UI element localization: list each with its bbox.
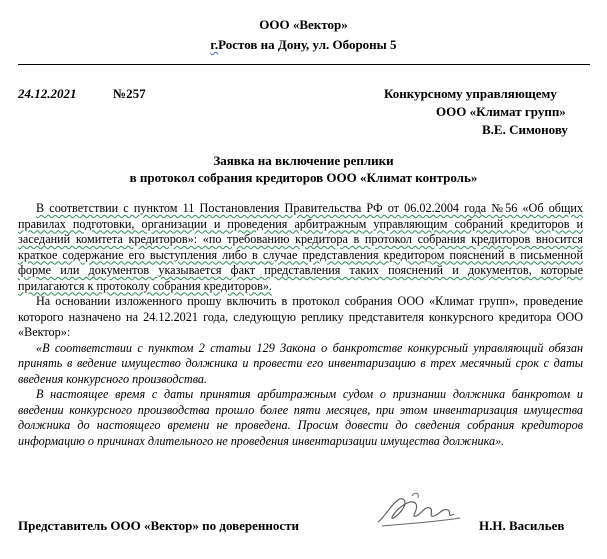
- signature-image: [372, 488, 464, 532]
- address-rest: Ростов на Дону, ул. Обороны 5: [218, 37, 397, 52]
- addressee-company: ООО «Климат групп»: [436, 104, 566, 119]
- header-divider: [18, 64, 590, 65]
- paragraph-request: На основании изложенного прошу включить в протокол собрания ООО «Климат групп», проведение которого назначено на 24.12.2021 года, следующую реплику представителя конкурсного кредитора ООО «Вектор»:: [18, 294, 583, 339]
- signer-name: Н.Н. Васильев: [479, 518, 565, 533]
- company-address: [0, 37, 607, 52]
- document-body: [18, 201, 583, 449]
- document-date: 24.12.2021: [18, 86, 77, 101]
- address-prefix: г.: [210, 37, 219, 52]
- signer-label: Представитель ООО «Вектор» по доверенности: [18, 518, 300, 533]
- company-name: ООО «Вектор»: [259, 17, 348, 32]
- paragraph-quote-1: «В соответствии с пунктом 2 статьи 129 Закона о банкротстве конкурсный управляющий обязан принять в ведение имущество должника и провести его инвентаризацию в трех месячный срок с даты введения конкурсного производства.: [18, 340, 583, 386]
- addressee-name: В.Е. Симонову: [482, 122, 568, 137]
- document-title-line1: Заявка на включение реплики: [213, 153, 394, 168]
- paragraph-legal-basis: В соответствии с пунктом 11 Постановления Правительства РФ от 06.02.2004 года №56 «Об общих правилах подготовки, организации и проведения арбитражным управляющим собраний кредиторов и заседаний комитета кредиторов»: «по требованию кредитора в протокол собрания кредиторов вносится краткое содержание его выступления либо в случае представления кредитором пояснений в письменной форме или документов указывается факт представления таких пояснений и документов, которые прилагаются к протоколу собрания кредиторов».: [18, 201, 583, 293]
- addressee-title: Конкурсному управляющему: [384, 86, 557, 101]
- paragraph-quote-2: В настоящее время с даты принятия арбитражным судом о признании должника банкротом и введении конкурсного производства прошло более пяти месяцев, при этом инвентаризация имущества должника до настоящего времени не проведена. Просим довести до сведения собрания кредиторов информацию о причинах длительного не проведения инвентаризации имущества должника».: [18, 387, 583, 448]
- document-title-line2: в протокол собрания кредиторов ООО «Климат контроль»: [129, 170, 478, 185]
- document-number: №257: [113, 86, 146, 101]
